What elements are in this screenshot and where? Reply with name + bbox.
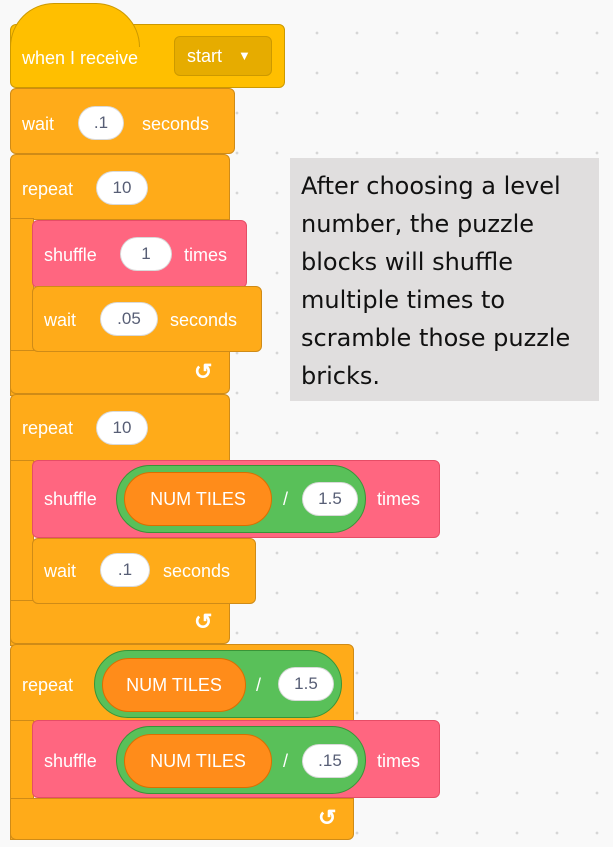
wait-label: wait bbox=[22, 114, 55, 134]
times-label: times bbox=[377, 489, 421, 509]
divisor-input[interactable]: .15 bbox=[302, 744, 358, 778]
divisor-input[interactable]: 1.5 bbox=[302, 482, 358, 516]
times-label: times bbox=[184, 245, 228, 265]
repeat-footer bbox=[10, 798, 354, 840]
wait-seconds-input[interactable]: .05 bbox=[100, 302, 158, 336]
hat-cap bbox=[10, 3, 140, 47]
shuffle-label: shuffle bbox=[44, 245, 97, 265]
num-tiles-variable[interactable]: NUM TILES bbox=[124, 472, 272, 526]
dropdown-arrow-icon: ▼ bbox=[238, 48, 251, 63]
wait-seconds-input[interactable]: .1 bbox=[100, 553, 150, 587]
wait-seconds-input[interactable]: .1 bbox=[78, 106, 124, 140]
divide-symbol: / bbox=[283, 751, 289, 771]
repeat-count-input[interactable]: 10 bbox=[96, 171, 148, 205]
message-dropdown[interactable] bbox=[174, 36, 272, 76]
shuffle-label: shuffle bbox=[44, 489, 97, 509]
num-tiles-variable[interactable]: NUM TILES bbox=[102, 658, 246, 712]
message-dropdown-value: start bbox=[187, 46, 223, 66]
repeat-label: repeat bbox=[22, 179, 74, 199]
times-label: times bbox=[377, 751, 421, 771]
num-tiles-variable[interactable]: NUM TILES bbox=[124, 734, 272, 788]
divisor-input[interactable]: 1.5 bbox=[278, 667, 334, 701]
divide-symbol: / bbox=[256, 675, 262, 695]
loop-arrow-icon: ↺ bbox=[194, 359, 213, 384]
seconds-label: seconds bbox=[163, 561, 231, 581]
seconds-label: seconds bbox=[142, 114, 210, 134]
repeat-label: repeat bbox=[22, 418, 74, 438]
seconds-label: seconds bbox=[170, 310, 238, 330]
shuffle-count-input[interactable]: 1 bbox=[120, 237, 172, 271]
repeat-count-input[interactable]: 10 bbox=[96, 411, 148, 445]
explanation-caption: After choosing a level number, the puzzle blocks will shuffle multiple times to scramble those puzzle bricks. bbox=[290, 158, 599, 401]
loop-arrow-icon: ↺ bbox=[318, 805, 337, 830]
wait-label: wait bbox=[44, 310, 77, 330]
loop-arrow-icon: ↺ bbox=[194, 609, 213, 634]
divide-symbol: / bbox=[283, 489, 289, 509]
repeat-label: repeat bbox=[22, 675, 74, 695]
wait-label: wait bbox=[44, 561, 77, 581]
when-i-receive-label: when I receive bbox=[22, 48, 139, 68]
shuffle-label: shuffle bbox=[44, 751, 97, 771]
